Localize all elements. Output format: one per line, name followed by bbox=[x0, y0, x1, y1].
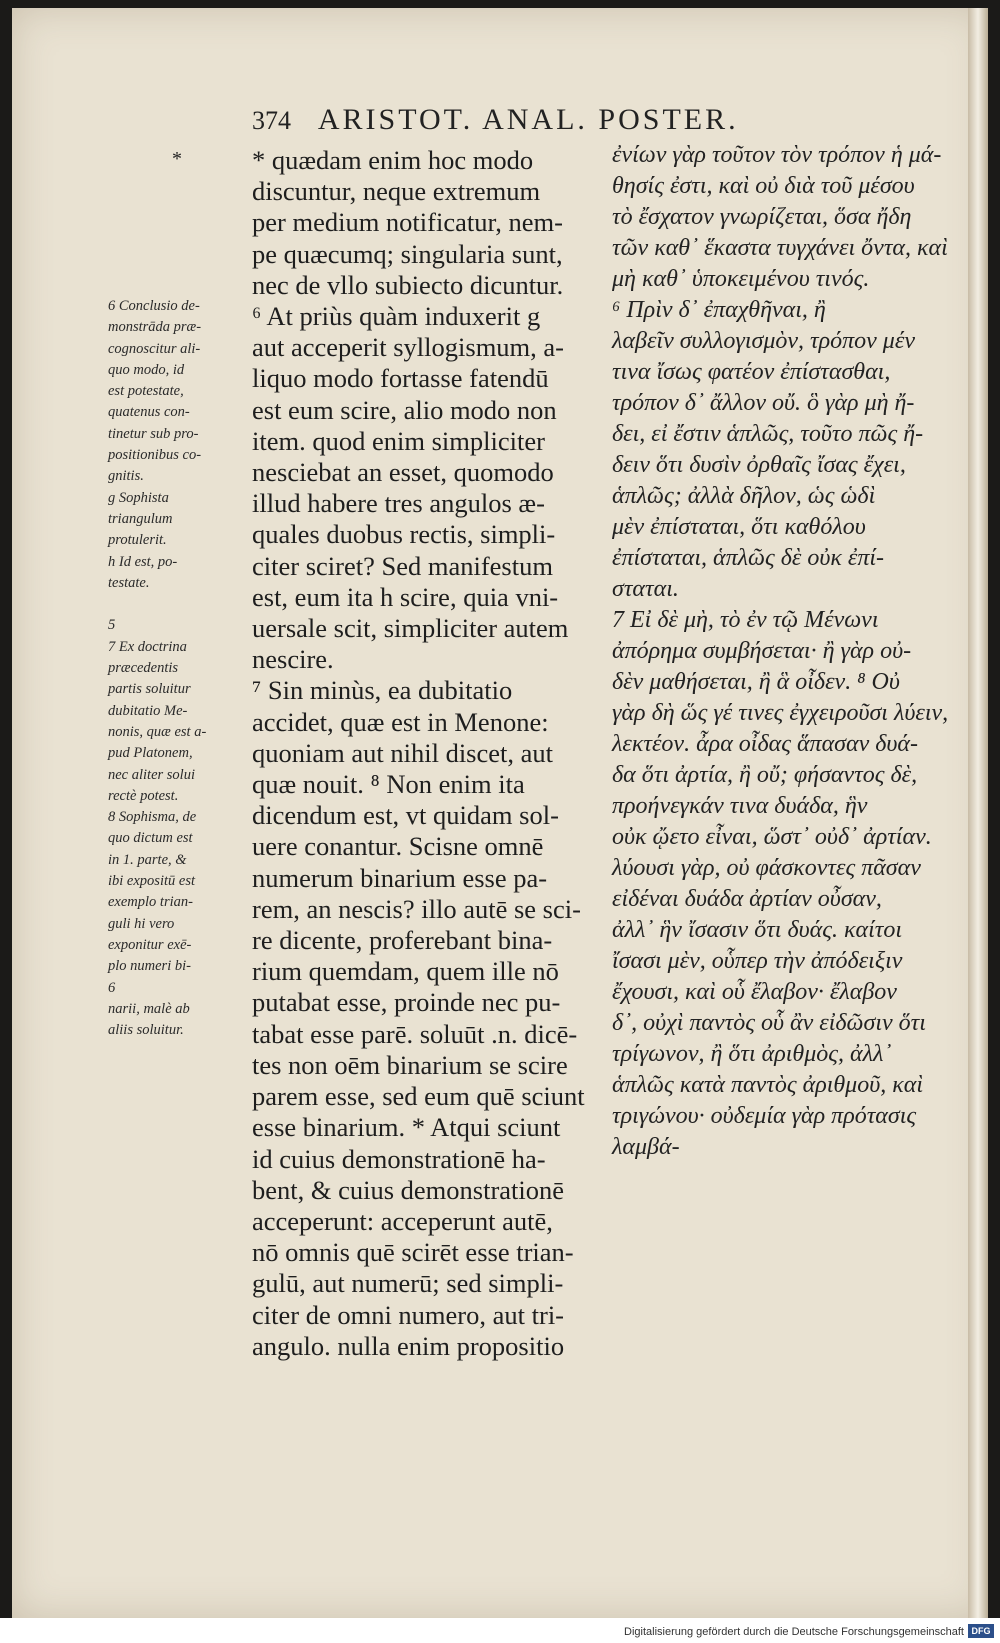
margin-note-line: ibi expositū est bbox=[108, 873, 195, 890]
latin-line: uersale scit, simpliciter autem bbox=[252, 613, 569, 644]
margin-star-mark: * bbox=[172, 148, 182, 170]
margin-note-line: 5 bbox=[108, 617, 116, 634]
latin-line: citer sciret? Sed manifestum bbox=[252, 550, 553, 581]
footer-bar bbox=[0, 1618, 1000, 1643]
margin-note-line: 6 bbox=[108, 979, 116, 996]
greek-line: ἴσασι μὲν, οὗπερ τὴν ἀπόδειξιν bbox=[612, 948, 903, 974]
greek-line: δειν ὅτι δυσὶν ὀρθαῖς ἴσας ἔχει, bbox=[612, 452, 906, 478]
latin-line: bent, & cuius demonstrationē bbox=[252, 1174, 565, 1205]
margin-note-line: triangulum bbox=[108, 510, 173, 527]
margin-note-line: nonis, quæ est a- bbox=[108, 723, 207, 740]
margin-note-line: 6 Conclusio de- bbox=[108, 298, 200, 314]
latin-line: * quædam enim hoc modo bbox=[252, 145, 534, 175]
dfg-logo: DFG bbox=[968, 1624, 994, 1638]
latin-line: uere conantur. Scisne omnē bbox=[252, 831, 544, 862]
greek-line: ἔχουσι, καὶ οὗ ἔλαβον· ἔλαβον bbox=[612, 979, 897, 1005]
margin-note-line: cognoscitur ali- bbox=[108, 340, 201, 357]
latin-line: id cuius demonstrationē ha- bbox=[252, 1143, 546, 1174]
page-number: 374 bbox=[252, 106, 291, 135]
running-header bbox=[252, 103, 872, 143]
latin-line: putabat esse, proinde nec pu- bbox=[252, 987, 561, 1018]
margin-note-line: testate. bbox=[108, 574, 150, 591]
greek-line: ἐπίσταται, ἁπλῶς δὲ οὐκ ἐπί- bbox=[612, 545, 885, 571]
greek-line: 7 Εἰ δὲ μὴ, τὸ ἐν τῷ Μένωνι bbox=[612, 607, 879, 633]
latin-line: liquo modo fortasse fatendū bbox=[252, 363, 549, 394]
margin-note-line: monstrāda præ- bbox=[108, 319, 202, 336]
margin-note-line: exponitur exē- bbox=[108, 936, 192, 953]
greek-line: λύουσι γὰρ, οὐ φάσκοντες πᾶσαν bbox=[612, 855, 921, 881]
greek-line: τριγώνου· οὐδεμία γὰρ πρότασις bbox=[612, 1103, 917, 1129]
greek-line: εἰδέναι δυάδα ἀρτίαν οὖσαν, bbox=[612, 886, 882, 912]
margin-note-line: quo dictum est bbox=[108, 830, 193, 847]
latin-line: angulo. nulla enim propositio bbox=[252, 1330, 565, 1361]
greek-line: τῶν καθ᾽ ἕκαστα τυγχάνει ὄντα, καὶ bbox=[612, 235, 948, 261]
margin-note-line: partis soluitur bbox=[108, 681, 191, 698]
margin-note-line: rectè potest. bbox=[108, 787, 179, 804]
margin-note-line: protulerit. bbox=[108, 532, 167, 549]
greek-line: ἁπλῶς; ἀλλὰ δῆλον, ὡς ὡδὶ bbox=[612, 483, 876, 509]
greek-line: τρόπον δ᾽ ἄλλον οὔ. ὃ γὰρ μὴ ἤ- bbox=[612, 390, 915, 416]
running-title: ARISTOT. ANAL. POSTER. bbox=[317, 103, 739, 136]
latin-line: illud habere tres angulos æ- bbox=[252, 488, 545, 519]
latin-line: discuntur, neque extremum bbox=[252, 176, 541, 207]
margin-note-line: quatenus con- bbox=[108, 404, 190, 421]
greek-line: προήνεγκάν τινα δυάδα, ἣν bbox=[612, 793, 868, 819]
margin-note-line: positionibus co- bbox=[108, 447, 202, 464]
greek-line: δὲν μαθήσεται, ἢ ἃ οἶδεν. ⁸ Οὐ bbox=[612, 669, 900, 695]
margin-note-line: narii, malè ab bbox=[108, 1000, 190, 1017]
latin-line: tes non oēm binarium se scire bbox=[252, 1049, 568, 1080]
greek-line: ἐνίων γὰρ τοῦτον τὸν τρόπον ἡ μά- bbox=[612, 142, 942, 168]
latin-line: quæ nouit. ⁸ Non enim ita bbox=[252, 769, 525, 800]
margin-note-line: 7 Ex doctrina bbox=[108, 638, 187, 655]
latin-line: dicendum est, vt quidam sol- bbox=[252, 800, 559, 831]
latin-text-column bbox=[252, 145, 592, 1362]
greek-line: ἀλλ᾽ ἣν ἴσασιν ὅτι δυάς. καίτοι bbox=[612, 917, 903, 943]
greek-line: μὲν ἐπίσταται, ὅτι καθόλου bbox=[612, 514, 866, 540]
latin-line: accidet, quæ est in Menone: bbox=[252, 706, 549, 737]
margin-note-line: g Sophista bbox=[108, 489, 169, 506]
latin-line: rem, an nescis? illo autē se sci- bbox=[252, 893, 581, 924]
latin-line: esse binarium. * Atqui sciunt bbox=[252, 1112, 561, 1143]
greek-line: ἁπλῶς κατὰ παντὸς ἀριθμοῦ, καὶ bbox=[612, 1072, 924, 1098]
greek-line: θησίς ἐστι, καὶ οὐ διὰ τοῦ μέσου bbox=[612, 173, 915, 199]
latin-line: quoniam aut nihil discet, aut bbox=[252, 737, 554, 768]
margin-note-line: tinetur sub pro- bbox=[108, 425, 199, 442]
page-edge bbox=[968, 8, 988, 1618]
margin-note-line: plo numeri bi- bbox=[108, 958, 191, 975]
latin-line: nec de vllo subiecto dicuntur. bbox=[252, 269, 564, 300]
greek-line: γὰρ δὴ ὥς γέ τινες ἐγχειροῦσι λύειν, bbox=[612, 700, 949, 726]
latin-line: citer de omni numero, aut tri- bbox=[252, 1299, 565, 1330]
margin-note-line: gnitis. bbox=[108, 468, 144, 485]
greek-line: δα ὅτι ἀρτία, ἢ οὔ; φήσαντος δὲ, bbox=[612, 762, 918, 788]
latin-line: gulū, aut numerū; sed simpli- bbox=[252, 1268, 564, 1299]
latin-line: per medium notificatur, nem- bbox=[252, 207, 563, 238]
latin-line: quales duobus rectis, simpli- bbox=[252, 519, 556, 550]
latin-line: item. quod enim simpliciter bbox=[252, 425, 545, 456]
latin-line: ⁶ At priùs quàm induxerit g bbox=[252, 301, 541, 332]
margin-note-line: in 1. parte, & bbox=[108, 851, 187, 868]
margin-note-line: h Id est, po- bbox=[108, 553, 178, 570]
margin-note-line: nec aliter solui bbox=[108, 766, 195, 783]
latin-line: pe quæcumq; singularia sunt, bbox=[252, 238, 563, 269]
latin-line: re dicente, proferebant bina- bbox=[252, 925, 553, 956]
margin-note-line: quo modo, id bbox=[108, 361, 185, 378]
greek-line: δ᾽, οὐχὶ παντὸς οὗ ἂν εἰδῶσιν ὅτι bbox=[612, 1010, 926, 1036]
margin-notes-column bbox=[108, 296, 246, 1041]
greek-line: τρίγωνον, ἢ ὅτι ἀριθμὸς, ἀλλ᾽ bbox=[612, 1041, 892, 1067]
latin-line: acceperunt: acceperunt autē, bbox=[252, 1205, 553, 1236]
latin-line: rium quemdam, quem ille nō bbox=[252, 956, 559, 987]
margin-note-line: 8 Sophisma, de bbox=[108, 809, 197, 826]
margin-note-line: exemplo trian- bbox=[108, 894, 193, 911]
greek-line: δει, εἰ ἔστιν ἁπλῶς, τοῦτο πῶς ἤ- bbox=[612, 421, 924, 447]
latin-line: aut acceperit syllogismum, a- bbox=[252, 332, 565, 363]
margin-note-line: pud Platonem, bbox=[108, 745, 193, 762]
greek-line: οὐκ ᾤετο εἶναι, ὥστ᾽ οὐδ᾽ ἀρτίαν. bbox=[612, 824, 932, 850]
latin-line: nesciebat an esset, quomodo bbox=[252, 457, 554, 488]
greek-line: λαμβά- bbox=[612, 1134, 680, 1160]
margin-note-line: aliis soluitur. bbox=[108, 1022, 184, 1039]
greek-line: λαβεῖν συλλογισμὸν, τρόπον μέν bbox=[612, 328, 915, 354]
greek-line: τινα ἴσως φατέον ἐπίστασθαι, bbox=[612, 359, 891, 385]
greek-line: σταται. bbox=[612, 576, 679, 602]
margin-note-line bbox=[108, 594, 246, 615]
greek-line: λεκτέον. ἆρα οἶδας ἅπασαν δυά- bbox=[612, 731, 919, 757]
margin-note-line: est potestate, bbox=[108, 383, 184, 400]
margin-note-line: præcedentis bbox=[108, 660, 179, 677]
latin-line: parem esse, sed eum quē sciunt bbox=[252, 1081, 585, 1112]
latin-line: nō omnis quē scirēt esse trian- bbox=[252, 1237, 574, 1268]
digitization-credit: Digitalisierung gefördert durch die Deutsche Forschungsgemeinschaft bbox=[624, 1626, 964, 1638]
greek-text-column bbox=[612, 140, 949, 1163]
margin-note-line: guli hi vero bbox=[108, 915, 175, 932]
latin-line: numerum binarium esse pa- bbox=[252, 862, 548, 893]
latin-line: nescire. bbox=[252, 644, 334, 675]
greek-line: τὸ ἔσχατον γνωρίζεται, ὅσα ἤδη bbox=[612, 204, 912, 230]
margin-note-line: dubitatio Me- bbox=[108, 702, 188, 719]
latin-line: ⁷ Sin minùs, ea dubitatio bbox=[252, 675, 513, 706]
greek-line: ⁶ Πρὶν δ᾽ ἐπαχθῆναι, ἢ bbox=[612, 297, 826, 323]
greek-line: ἀπόρημα συμβήσεται· ἢ γὰρ οὐ- bbox=[612, 638, 912, 664]
latin-line: est eum scire, alio modo non bbox=[252, 394, 557, 425]
latin-line: est, eum ita h scire, quia vni- bbox=[252, 581, 559, 612]
latin-line: tabat esse parē. soluūt .n. dicē- bbox=[252, 1018, 578, 1049]
greek-line: μὴ καθ᾽ ὑποκειμένου τινός. bbox=[612, 266, 870, 292]
